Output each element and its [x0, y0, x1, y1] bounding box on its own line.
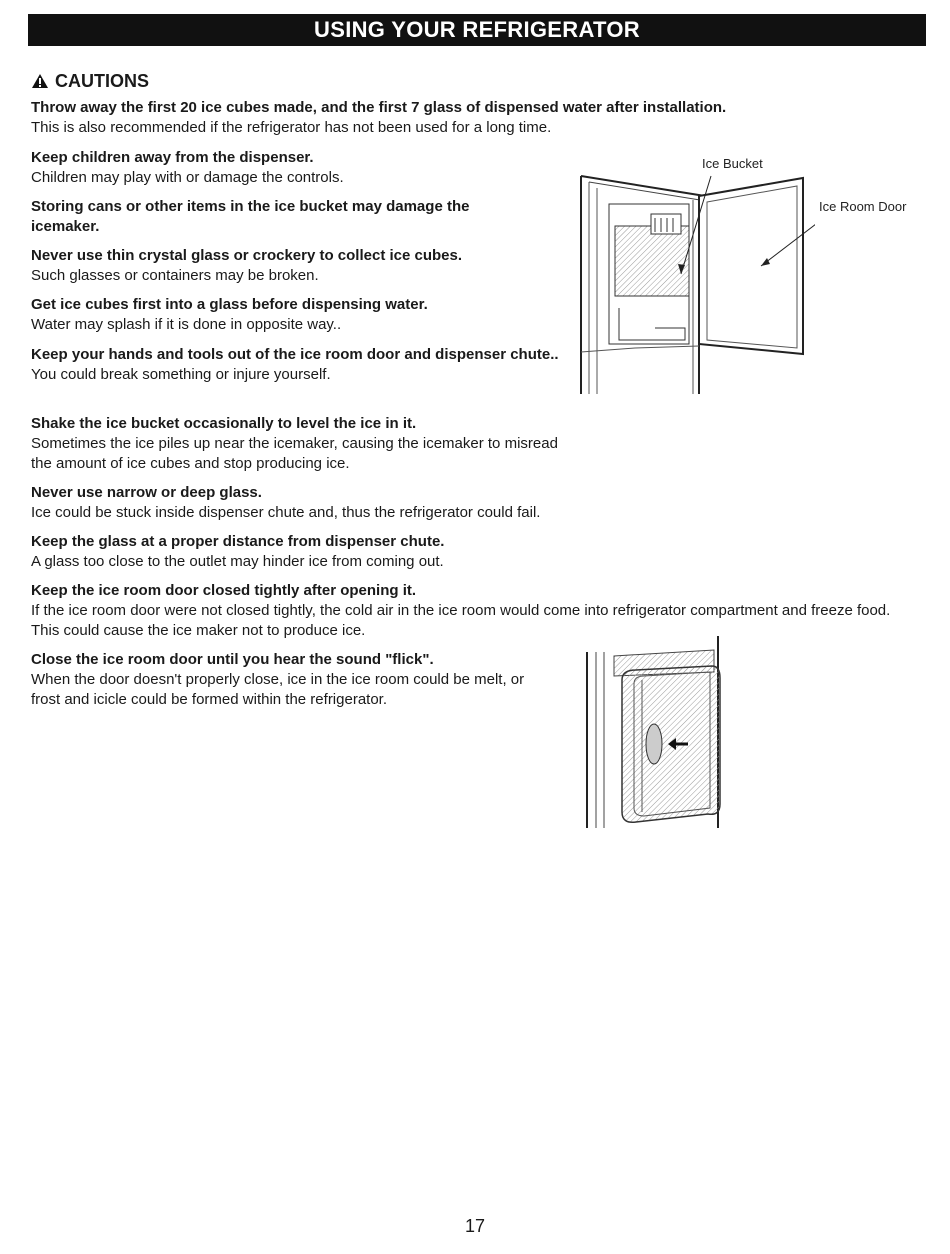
caution-item: [31, 345, 571, 385]
cautions-title: CAUTIONS: [55, 71, 149, 91]
caution-heading: Keep children away from the dispenser.: [31, 149, 314, 166]
caution-body: You could break something or injure yourself.: [31, 366, 331, 383]
warning-icon: [31, 73, 49, 89]
caution-body: Children may play with or damage the controls.: [31, 169, 344, 186]
caution-item: [31, 483, 921, 523]
caution-heading: Never use narrow or deep glass.: [31, 484, 262, 501]
ice-bucket-label: Ice Bucket: [702, 156, 763, 171]
page-number: 17: [464, 1216, 486, 1236]
ice-room-door-label: Ice Room Door: [819, 199, 907, 214]
caution-heading: Keep the glass at a proper distance from dispenser chute.: [31, 533, 445, 550]
caution-body: Such glasses or containers may be broken.: [31, 267, 319, 284]
caution-item: [31, 414, 571, 474]
caution-item: [31, 246, 561, 286]
cautions-heading: [31, 70, 149, 92]
caution-heading: Throw away the first 20 ice cubes made, and the first 7 glass of dispensed water after installation.: [31, 99, 727, 116]
caution-heading: Keep your hands and tools out of the ice room door and dispenser chute..: [31, 346, 559, 363]
caution-heading: Shake the ice bucket occasionally to level the ice in it.: [31, 415, 417, 432]
caution-body: If the ice room door were not closed tightly, the cold air in the ice room would come into refrigerator compartment and freeze food. This could cause the ice maker not to produce ice.: [31, 602, 891, 639]
banner-title: USING YOUR REFRIGERATOR: [314, 17, 640, 42]
caution-body: A glass too close to the outlet may hinder ice from coming out.: [31, 553, 444, 570]
caution-heading: Keep the ice room door closed tightly after opening it.: [31, 582, 417, 599]
caution-item: [31, 650, 541, 710]
caution-item: [31, 98, 921, 138]
caution-heading: Storing cans or other items in the ice bucket may damage the icemaker.: [31, 198, 470, 235]
door-closing-figure: [584, 636, 724, 832]
caution-body: This is also recommended if the refrigerator has not been used for a long time.: [31, 119, 552, 136]
page-banner: [28, 14, 926, 46]
caution-item: [31, 148, 561, 188]
caution-body: When the door doesn't properly close, ice in the ice room could be melt, or frost and icicle could be formed within the refrigerator.: [31, 671, 525, 708]
caution-body: Sometimes the ice piles up near the icemaker, causing the icemaker to misread the amount of ice cubes and stop producing ice.: [31, 435, 558, 472]
caution-body: Ice could be stuck inside dispenser chute and, thus the refrigerator could fail.: [31, 504, 541, 521]
caution-heading: Close the ice room door until you hear the sound "flick".: [31, 651, 434, 668]
ice-room-figure: [575, 168, 815, 398]
caution-item: [31, 532, 921, 572]
caution-item: [31, 295, 561, 335]
caution-heading: Never use thin crystal glass or crockery to collect ice cubes.: [31, 247, 463, 264]
caution-body: Water may splash if it is done in opposite way..: [31, 316, 342, 333]
caution-item: [31, 581, 916, 641]
caution-item: [31, 197, 541, 237]
caution-heading: Get ice cubes first into a glass before dispensing water.: [31, 296, 428, 313]
